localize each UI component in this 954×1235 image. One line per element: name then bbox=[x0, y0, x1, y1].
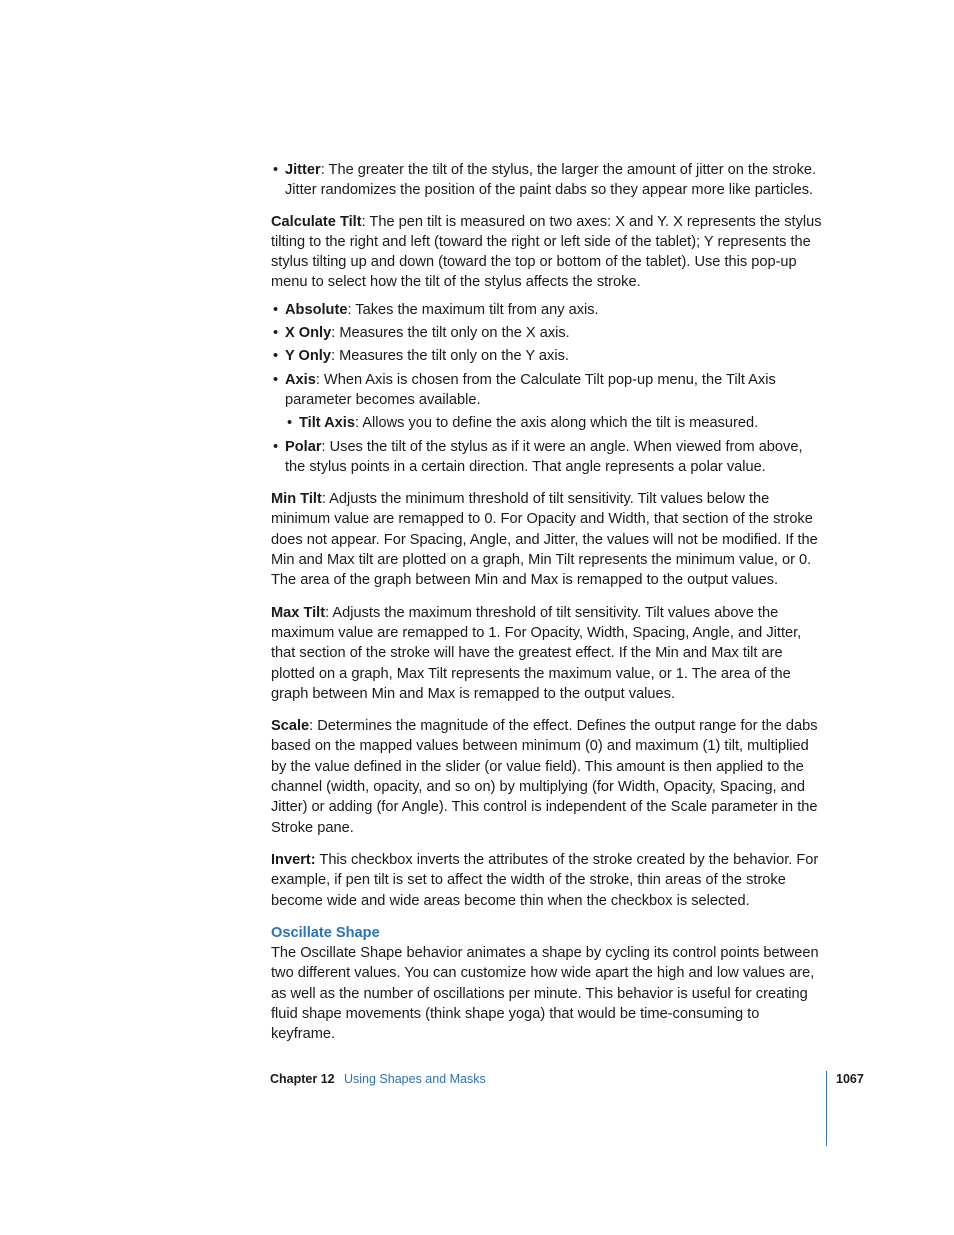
list-item-jitter bbox=[271, 160, 826, 201]
jitter-list bbox=[271, 160, 826, 201]
polar-description: : Uses the tilt of the stylus as if it were an angle. When viewed from above, the stylus points in a certain direction. That angle represents a polar value. bbox=[285, 438, 803, 475]
page-footer bbox=[270, 1072, 870, 1092]
list-item-tilt-axis bbox=[285, 413, 826, 433]
x-only-description: : Measures the tilt only on the X axis. bbox=[331, 325, 570, 342]
axis-description: : When Axis is chosen from the Calculate Tilt pop-up menu, the Tilt Axis parameter becomes available. bbox=[285, 371, 776, 408]
calculate-tilt-paragraph bbox=[271, 212, 826, 293]
term-polar: Polar bbox=[285, 438, 322, 455]
y-only-description: : Measures the tilt only on the Y axis. bbox=[330, 348, 569, 365]
jitter-description: : The greater the tilt of the stylus, the larger the amount of jitter on the stroke. Jitter randomizes the position of the paint dabs so they appear more like particles. bbox=[285, 162, 817, 199]
term-x-only: X Only bbox=[285, 325, 332, 342]
term-y-only: Y Only bbox=[285, 348, 331, 365]
tilt-axis-description: : Allows you to define the axis along which the tilt is measured. bbox=[354, 415, 759, 432]
calculate-tilt-description: : The pen tilt is measured on two axes: X and Y. X represents the stylus tilting to the right and left (toward the right or left side of the tablet); Y represents the stylus tilting up and down (toward the top or bottom of the tablet). Use this pop-up menu to select how the tilt of the stylus affects the stroke. bbox=[271, 213, 822, 291]
list-item-axis bbox=[271, 370, 826, 434]
term-absolute: Absolute bbox=[285, 301, 348, 318]
section-heading-oscillate-shape: Oscillate Shape bbox=[271, 924, 380, 941]
term-scale: Scale bbox=[271, 718, 310, 735]
list-item-polar bbox=[271, 437, 826, 478]
chapter-label: Chapter 12 bbox=[270, 1072, 335, 1086]
min-tilt-paragraph bbox=[271, 489, 826, 590]
tilt-options-list bbox=[271, 300, 826, 477]
list-item-y-only bbox=[271, 346, 826, 366]
max-tilt-paragraph bbox=[271, 603, 826, 704]
min-tilt-description: : Adjusts the minimum threshold of tilt sensitivity. Tilt values below the minimum value are remapped to 0. For Opacity and Width, that section of the stroke does not appear. For Spacing, Angle, and Jitter, the values will not be modified. If the Min and Max tilt are plotted on a graph, Min Tilt represents the minimum value, or 0. The area of the graph between Min and Max is remapped to the output values. bbox=[271, 491, 818, 589]
footer-divider bbox=[826, 1071, 827, 1146]
chapter-title-link[interactable]: Using Shapes and Masks bbox=[344, 1072, 486, 1086]
scale-description: : Determines the magnitude of the effect. Defines the output range for the dabs based on the mapped values between minimum (0) and maximum (1) tilt, multiplied by the value defined in the slider (or value field). This amount is then applied to the channel (width, opacity, and so on) by multiplying (for Width, Opacity, Spacing, and Jitter) or adding (for Angle). This control is independent of the Scale parameter in the Stroke pane. bbox=[271, 718, 818, 836]
list-item-x-only bbox=[271, 323, 826, 343]
term-jitter: Jitter bbox=[285, 162, 321, 178]
max-tilt-description: : Adjusts the maximum threshold of tilt sensitivity. Tilt values above the maximum value are remapped to 1. For Opacity, Width, Spacing, Angle, and Jitter, that section of the stroke will have the greatest effect. If the Min and Max tilt are plotted on a graph, Max Tilt represents the maximum value, or 1. The area of the graph between Min and Max is remapped to the output values. bbox=[271, 604, 802, 702]
term-calculate-tilt: Calculate Tilt bbox=[271, 213, 362, 230]
invert-paragraph bbox=[271, 850, 826, 911]
list-item-absolute bbox=[271, 300, 826, 320]
term-tilt-axis: Tilt Axis bbox=[299, 415, 355, 432]
term-invert: Invert: bbox=[271, 851, 316, 868]
term-axis: Axis bbox=[285, 371, 316, 388]
axis-sub-list bbox=[285, 413, 826, 433]
oscillate-shape-paragraph: The Oscillate Shape behavior animates a shape by cycling its control points between two different values. You can customize how wide apart the high and low values are, as well as the number of oscillations per minute. This behavior is useful for creating fluid shape movements (think shape yoga) that would be time-consuming to keyframe. bbox=[271, 945, 819, 1043]
term-max-tilt: Max Tilt bbox=[271, 604, 326, 621]
absolute-description: : Takes the maximum tilt from any axis. bbox=[347, 301, 599, 318]
scale-paragraph bbox=[271, 716, 826, 838]
term-min-tilt: Min Tilt bbox=[271, 491, 322, 508]
page-body bbox=[271, 160, 826, 1045]
invert-description: This checkbox inverts the attributes of the stroke created by the behavior. For example, if pen tilt is set to affect the width of the stroke, thin areas of the stroke become wide and wide areas become thin when the checkbox is selected. bbox=[271, 851, 819, 909]
page-number: 1067 bbox=[836, 1072, 864, 1086]
